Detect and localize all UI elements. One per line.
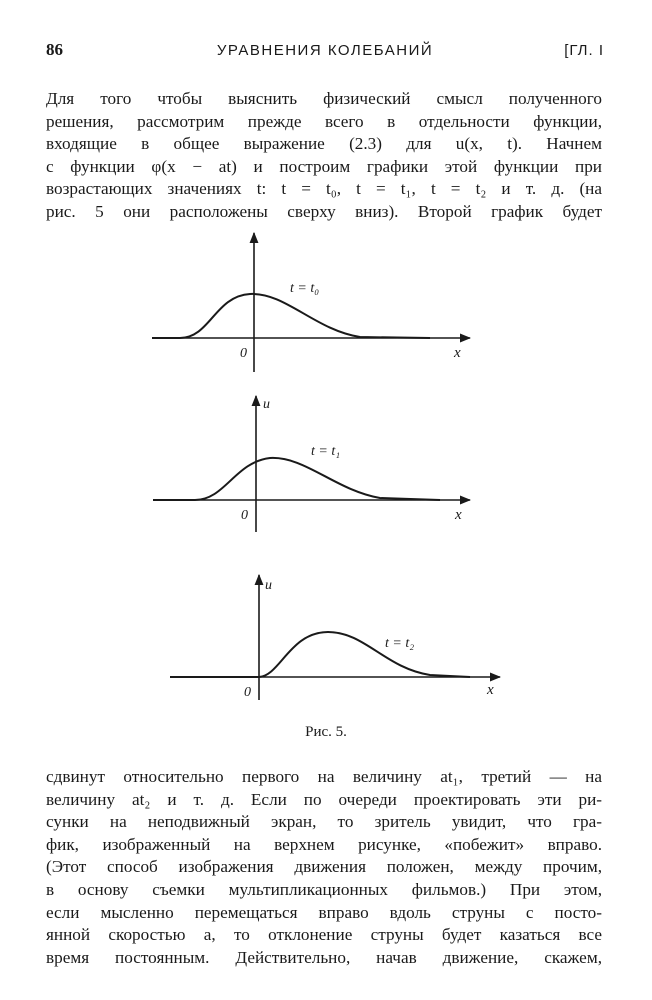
figure-caption: Рис. 5. (305, 724, 347, 740)
plot-t2 (170, 575, 500, 700)
origin-label: 0 (240, 346, 247, 361)
text-line: сдвинут относительно первого на величину at₁, третий — на (46, 767, 602, 786)
plot-t1 (153, 396, 470, 532)
paragraph-explanation (46, 766, 602, 969)
text-line: величину at₂ и т. д. Если по очереди проектировать эти ри- (46, 789, 602, 809)
curve-label: t = t₂ (385, 636, 415, 651)
text-line: входящие в общее выражение (2.3) для u(x, t). Начнем (46, 134, 602, 154)
running-title: УРАВНЕНИЯ КОЛЕБАНИЙ (216, 42, 434, 59)
text-line: в основу съемки мультипликационных фильмов.) При этом, (46, 879, 602, 899)
text-line: возрастающих значениях t: t = t₀, t = t₁, t = t₂ и т. д. (на (46, 179, 602, 199)
text-line: рис. 5 они расположены сверху вниз). Второй график будет (46, 201, 602, 221)
wave-curve (152, 294, 430, 338)
plot-t0 (152, 233, 470, 372)
chapter-marker: [ГЛ. I (564, 42, 604, 59)
text-line: время постоянным. Действительно, начав движение, скажем, (46, 947, 602, 967)
text-line: (Этот способ изображения движения положен, между прочим, (46, 857, 602, 877)
x-axis-label: x (455, 507, 462, 523)
curve-label: t = t₁ (311, 444, 341, 459)
page-number: 86 (46, 40, 63, 59)
origin-label: 0 (241, 508, 248, 523)
text-line: сунки на неподвижный экран, то зритель увидит, что гра- (46, 812, 602, 832)
text-line: если мысленно перемещаться вправо вдоль струны с посто- (46, 902, 602, 922)
text-line: с функции φ(x − at) и построим графики этой функции при (46, 156, 602, 176)
y-axis-label: u (265, 578, 272, 593)
origin-label: 0 (244, 685, 251, 700)
text-line: Для того чтобы выяснить физический смысл полученного (46, 89, 602, 108)
x-axis-label: x (487, 682, 494, 698)
wave-curve (153, 458, 440, 500)
y-axis-label: u (263, 397, 270, 412)
x-axis-label: x (454, 345, 461, 361)
curve-label: t = t₀ (290, 281, 320, 296)
text-line: решения, рассмотрим прежде всего в отдельности функции, (46, 111, 602, 131)
text-line: янной скоростью a, то отклонение струны будет казаться все (46, 925, 602, 945)
wave-curve (170, 632, 470, 677)
text-line: фик, изображенный на верхнем рисунке, «побежит» вправо. (46, 834, 602, 854)
